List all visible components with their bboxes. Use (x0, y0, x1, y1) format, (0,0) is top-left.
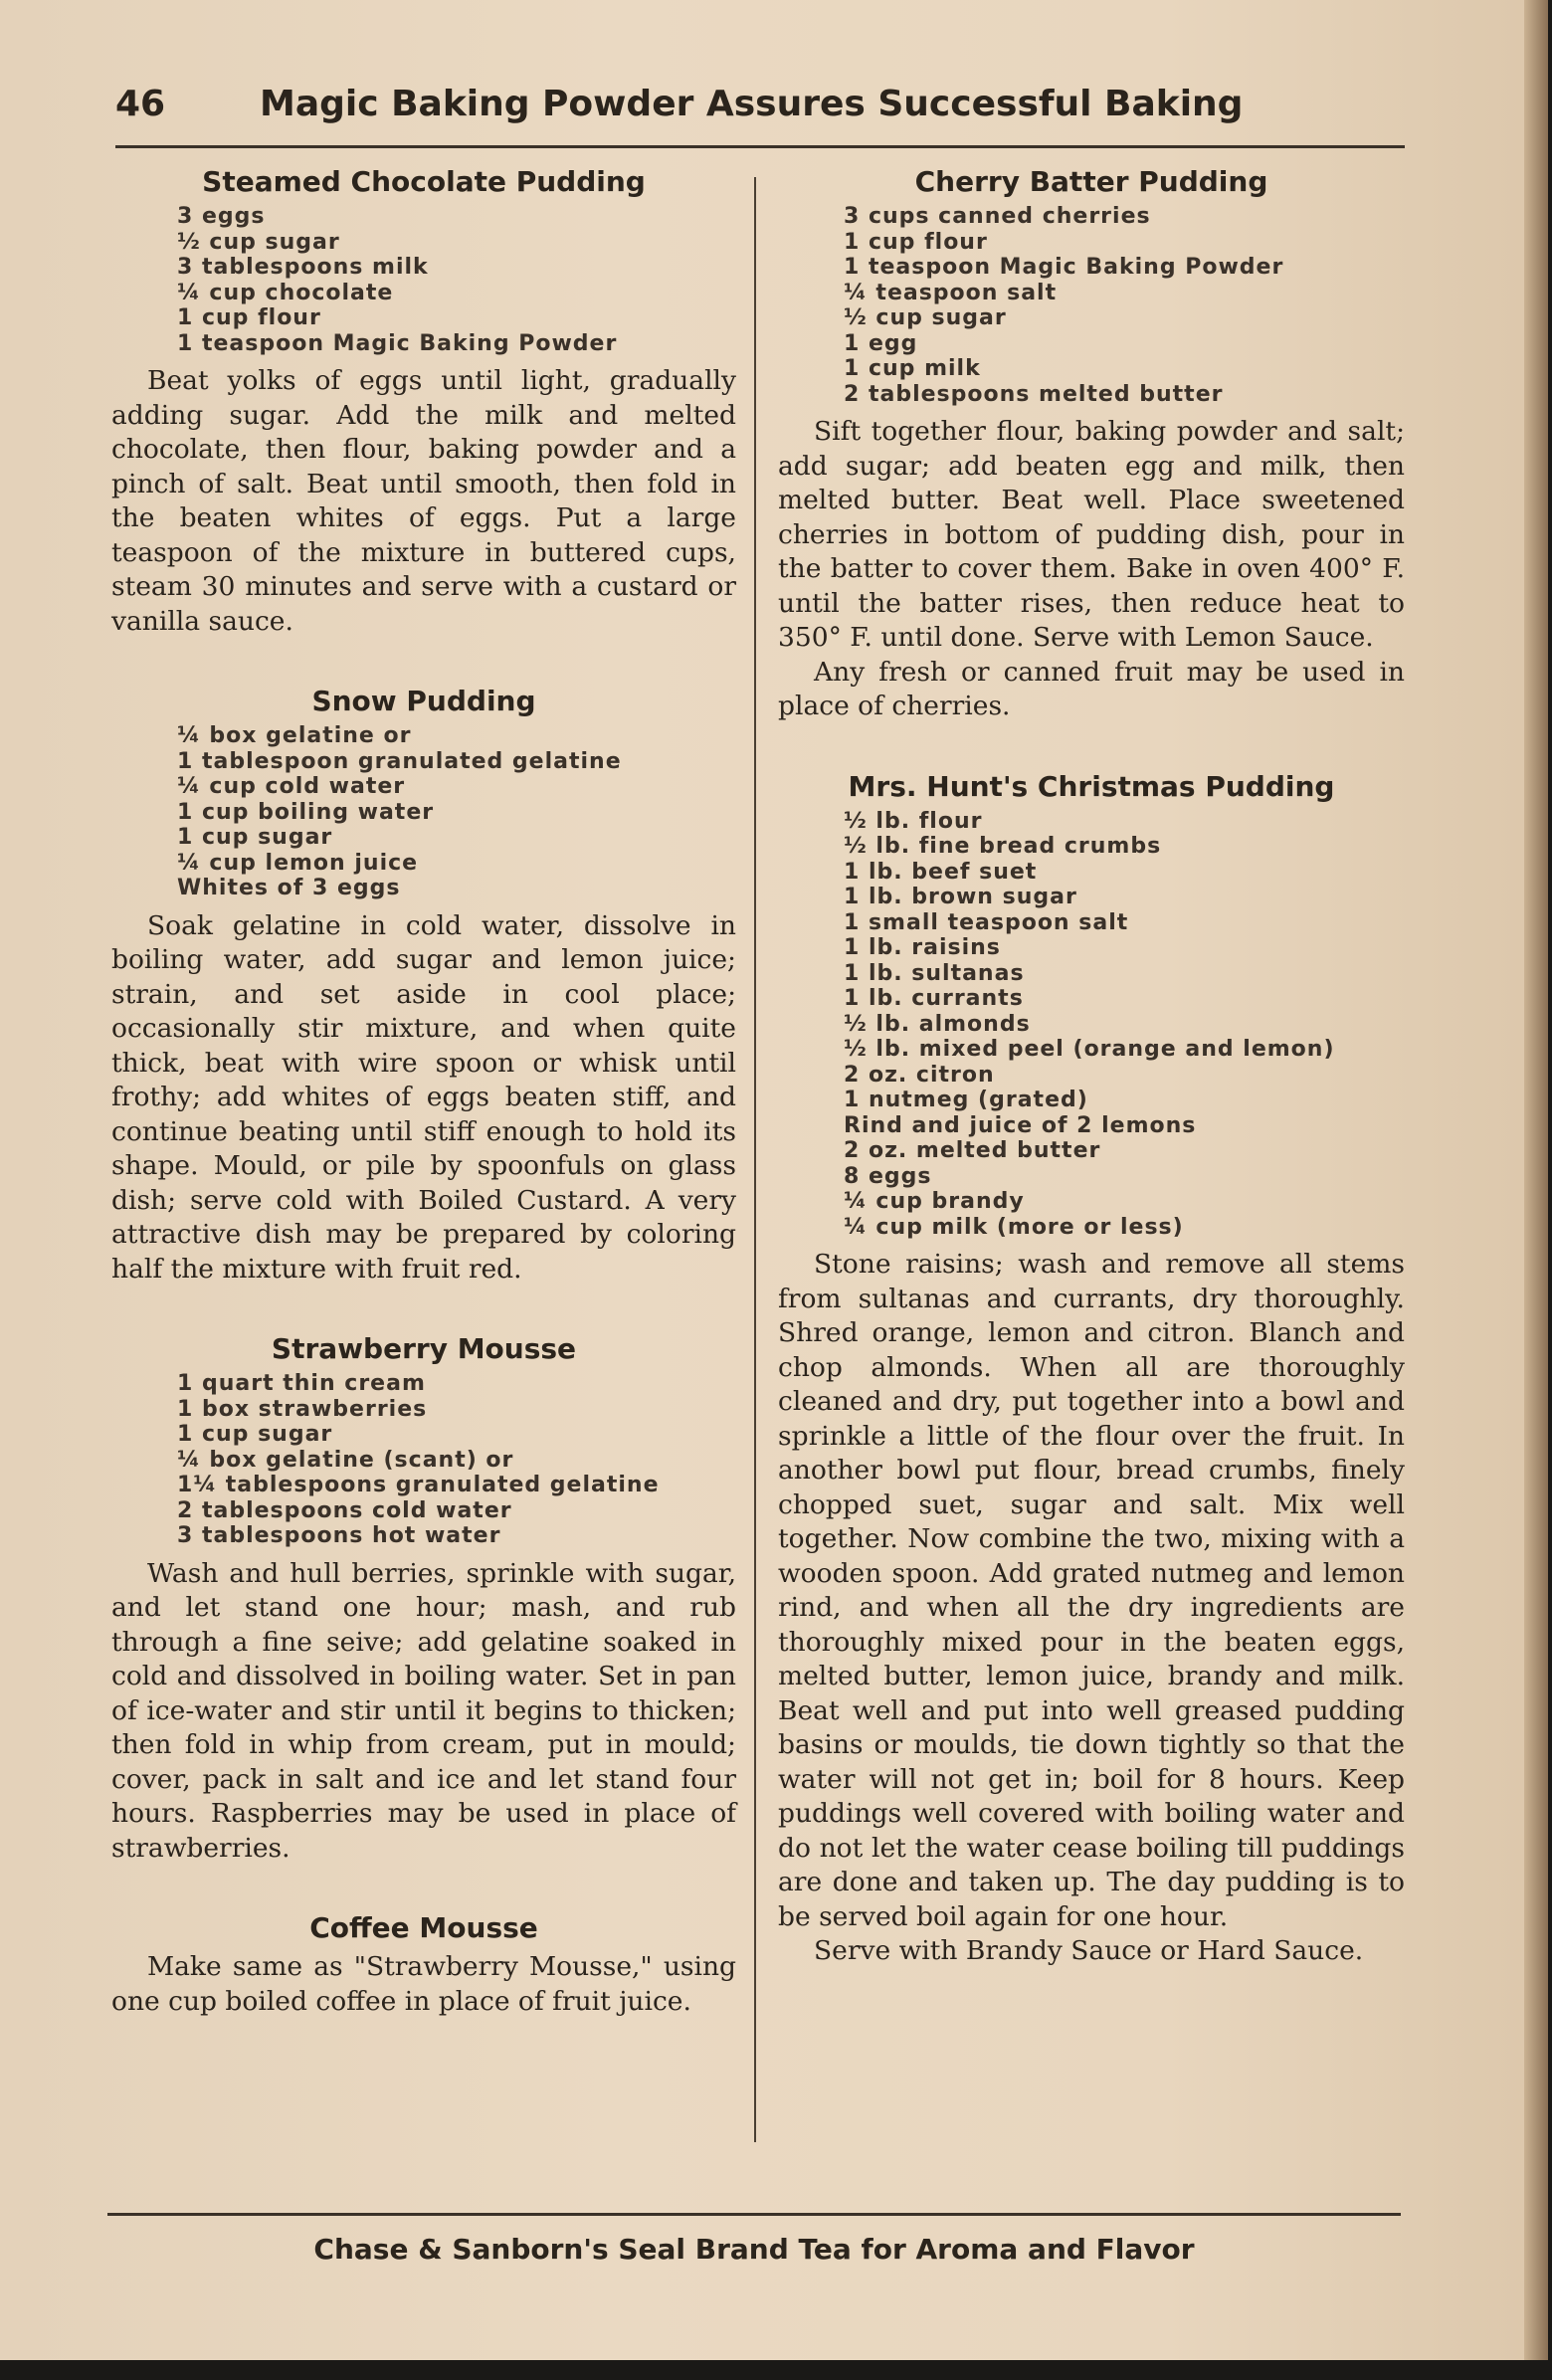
ingredient-item: 2 tablespoons cold water (177, 1497, 512, 1523)
recipe (111, 685, 736, 1287)
recipe-directions: Sift together flour, baking powder and salt; add sugar; add beaten egg and milk, then melted butter. Beat well. Place sweetened cherries in bottom of pudding dish, pour in the batter to cover them. Bake in oven 400° F. until the batter rises, then reduce heat to 350° F. until done. Serve with Lemon Sauce. (778, 416, 1405, 653)
ingredient-item: 1 cup flour (177, 305, 321, 330)
ingredient-list (111, 1371, 736, 1549)
ingredient-item: 3 eggs (177, 204, 266, 229)
recipe-directions: Wash and hull berries, sprinkle with sugar, and let stand one hour; mash, and rub through a fine seive; add gelatine soaked in cold and dissolved in boiling water. Set in pan of ice-water and stir until it begins to thicken; then fold in whip from cream, put in mould; cover, pack in salt and ice and let stand four hours. Raspberries may be used in place of strawberries. (111, 1557, 736, 1864)
ingredient-item: 2 oz. citron (844, 1062, 995, 1088)
recipe (778, 165, 1405, 724)
ingredient-item: 8 eggs (844, 1163, 932, 1189)
ingredient-item: 1 quart thin cream (177, 1371, 426, 1396)
ingredient-item: ½ lb. almonds (844, 1011, 1031, 1037)
ingredient-item: 1¼ tablespoons granulated gelatine (177, 1473, 660, 1497)
ingredient-item: ¼ box gelatine or (177, 723, 412, 748)
ingredient-item: Rind and juice of 2 lemons (844, 1112, 1197, 1138)
ingredient-item: 1 tablespoon granulated gelatine (177, 748, 622, 774)
recipe-directions: Stone raisins; wash and remove all stems from sultanas and currants, dry thoroughly. Shred orange, lemon and citron. Blanch and chop almonds. When all are thoroughly cleaned and dry, put together into a bowl and sprinkle a little of the flour over the fruit. In another bowl put flour, bread crumbs, finely chopped suet, sugar and salt. Mix well together. Now combine the two, mixing with a wooden spoon. Add grated nutmeg and lemon rind, and when all the dry ingredients are thoroughly mixed pour in the beaten eggs, melted butter, lemon juice, brandy and milk. Beat well and put into well greased pudding basins or moulds, tie down tightly so that the water will not get in; boil for 8 hours. Keep puddings well covered with boiling water and do not let the water cease boiling till puddings are done and taken up. The day pudding is to be served boil again for one hour. (778, 1249, 1405, 1932)
ingredient-item: 1 lb. currants (844, 986, 1024, 1011)
ingredient-item: ½ lb. flour (844, 808, 983, 834)
ingredient-item: 1 teaspoon Magic Baking Powder (844, 255, 1284, 280)
ingredient-item: 1 teaspoon Magic Baking Powder (177, 330, 618, 356)
recipe-directions: Make same as "Strawberry Mousse," using one cup boiled coffee in place of fruit juice. (111, 1951, 736, 2017)
ingredient-item: ¼ cup chocolate (177, 280, 394, 305)
ingredient-item: 3 cups canned cherries (844, 204, 1151, 229)
ingredient-item: 1 lb. beef suet (844, 859, 1038, 885)
ingredient-item: ½ cup sugar (177, 229, 340, 255)
ingredient-item: ¼ cup lemon juice (177, 850, 419, 876)
ingredient-item: 3 tablespoons milk (177, 255, 429, 280)
ingredient-item: 2 tablespoons melted butter (844, 381, 1224, 407)
recipe-title: Cherry Batter Pudding (914, 165, 1268, 198)
ingredient-item: 2 oz. melted butter (844, 1138, 1101, 1163)
ingredient-item: 1 nutmeg (grated) (844, 1088, 1088, 1112)
recipe-title: Mrs. Hunt's Christmas Pudding (848, 769, 1335, 803)
ingredient-item: ½ lb. fine bread crumbs (844, 834, 1162, 859)
ingredient-item: 1 cup boiling water (177, 799, 435, 825)
ingredient-item: 1 cup sugar (177, 1422, 333, 1447)
ingredient-item: ¼ cup brandy (844, 1189, 1025, 1214)
ingredient-item: 1 cup flour (844, 229, 988, 255)
book-spine-edge (1524, 0, 1548, 2360)
ingredient-item: ½ cup sugar (844, 305, 1007, 330)
page-header (115, 84, 1409, 143)
ingredient-list (111, 723, 736, 901)
ingredient-item: ½ lb. mixed peel (orange and lemon) (844, 1037, 1335, 1062)
ingredient-item: 1 lb. raisins (844, 935, 1001, 960)
recipe-directions: Beat yolks of eggs until light, gradually adding sugar. Add the milk and melted chocolate, then flour, baking powder and a pinch of salt. Beat until smooth, then fold in the beaten whites of eggs. Put a large teaspoon of the mixture in buttered cups, steam 30 minutes and serve with a custard or vanilla sauce. (111, 365, 736, 637)
ingredient-item: 1 box strawberries (177, 1396, 428, 1422)
ingredient-item: 3 tablespoons hot water (177, 1523, 501, 1548)
recipe-directions: Soak gelatine in cold water, dissolve in boiling water, add sugar and lemon juice; strain, and set aside in cool place; occasionally stir mixture, and when quite thick, beat with wire spoon or whisk until frothy; add whites of eggs beaten stiff, and continue beating until stiff enough to hold its shape. Mould, or pile by spoonfuls on glass dish; serve cold with Boiled Custard. A very attractive dish may be prepared by coloring half the mixture with fruit red. (111, 909, 736, 1285)
ingredient-list (111, 204, 736, 356)
recipe (111, 165, 736, 639)
page-footer: Chase & Sanborn's Seal Brand Tea for Aroma and Flavor (313, 2233, 1195, 2266)
ingredient-item: ¼ teaspoon salt (844, 280, 1058, 305)
ingredient-item: Whites of 3 eggs (177, 876, 401, 900)
recipe-directions: Any fresh or canned fruit may be used in place of cherries. (778, 656, 1405, 721)
recipe-directions: Serve with Brandy Sauce or Hard Sauce. (814, 1935, 1364, 1966)
left-column (111, 165, 736, 2065)
right-column (778, 165, 1405, 2015)
recipe-title: Strawberry Mousse (271, 1332, 577, 1365)
ingredient-item: 1 lb. brown sugar (844, 885, 1077, 909)
header-divider (115, 145, 1405, 148)
recipe (111, 1332, 736, 1866)
footer-divider (107, 2213, 1401, 2216)
ingredient-list (778, 204, 1405, 407)
ingredient-list (778, 809, 1405, 1241)
ingredient-item: 1 cup milk (844, 356, 981, 381)
page-number: 46 (115, 84, 166, 124)
ingredient-item: ¼ box gelatine (scant) or (177, 1447, 514, 1473)
ingredient-item: 1 cup sugar (177, 825, 333, 850)
ingredient-item: 1 lb. sultanas (844, 960, 1025, 986)
header-title: Magic Baking Powder Assures Successful Baking (260, 84, 1244, 124)
ingredient-item: 1 small teaspoon salt (844, 909, 1129, 935)
recipe (111, 1911, 736, 2019)
recipe-title: Snow Pudding (311, 685, 536, 717)
recipe-title: Coffee Mousse (309, 1911, 538, 1944)
ingredient-item: 1 egg (844, 330, 918, 356)
ingredient-item: ¼ cup milk (more or less) (844, 1214, 1184, 1240)
recipe (778, 770, 1405, 1969)
recipe-title: Steamed Chocolate Pudding (202, 165, 646, 198)
column-divider (754, 177, 756, 2142)
ingredient-item: ¼ cup cold water (177, 774, 406, 799)
